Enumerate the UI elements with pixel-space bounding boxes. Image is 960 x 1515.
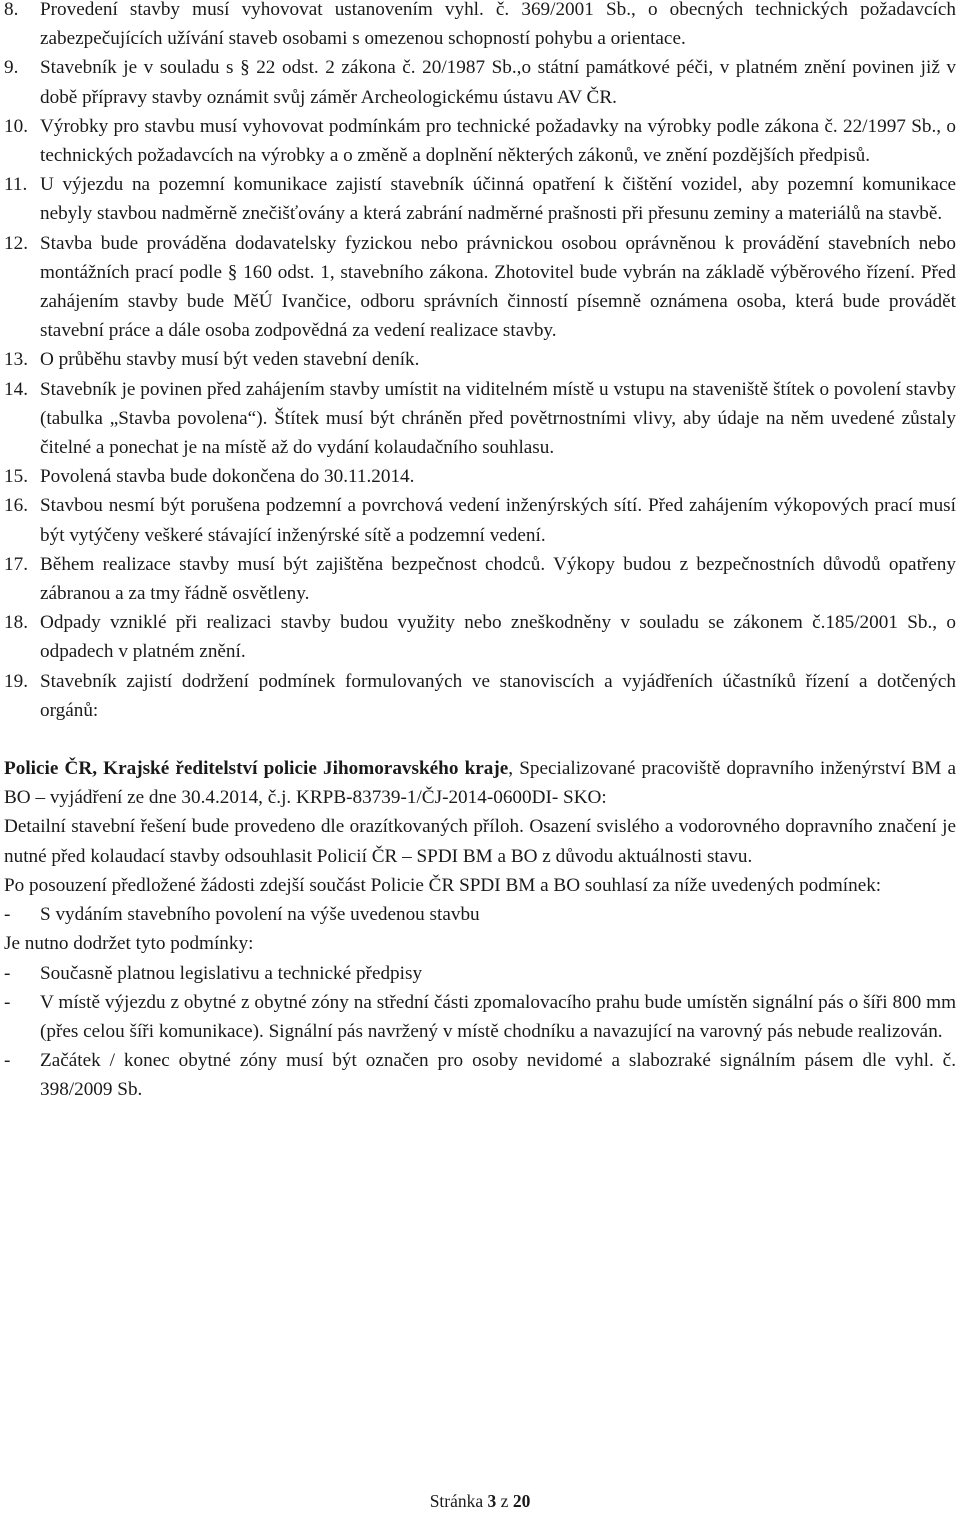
dash-text: Začátek / konec obytné zóny musí být označen pro osoby nevidomé a slabozraké signálním pásem dle vyhl. č. 398/2009 Sb. [40, 1050, 956, 1101]
police-heading-authority: Policie ČR, Krajské ředitelství policie Jihomoravského kraje [4, 758, 509, 780]
condition-item-19 [4, 667, 956, 725]
condition-item-15 [4, 462, 956, 491]
item-number: 8. [4, 0, 19, 20]
page-footer [0, 1491, 960, 1512]
dash-mark: - [4, 904, 11, 926]
item-number: 14. [4, 378, 28, 400]
condition-item-18 [4, 608, 956, 666]
item-number: 17. [4, 553, 28, 575]
item-number: 9. [4, 57, 19, 79]
item-number: 19. [4, 670, 28, 692]
item-number: 12. [4, 232, 28, 254]
dash-item-legislation [4, 959, 956, 988]
item-number: 10. [4, 115, 28, 137]
item-text: Odpady vzniklé při realizaci stavby budou využity nebo zneškodněny v souladu se zákonem č.185/2001 Sb., o odpadech v platném znění. [40, 612, 956, 663]
police-heading [4, 754, 956, 812]
item-number: 16. [4, 495, 28, 517]
condition-item-8 [4, 0, 956, 53]
item-text: Stavebník je povinen před zahájením stavby umístit na viditelném místě u vstupu na staveniště štítek o povolení stavby (tabulka „Stavba povolena“). Štítek musí být chráněn před povětrnostními vlivy, aby údaje na něm uvedené zůstaly čitelné a ponechat je na místě až do vydání kolaudačního souhlasu. [40, 378, 956, 459]
dash-mark: - [4, 991, 11, 1013]
item-text: O průběhu stavby musí být veden stavební deník. [40, 349, 420, 371]
item-text: Stavebník je v souladu s § 22 odst. 2 zákona č. 20/1987 Sb.,o státní památkové péči, v platném znění povinen již v době přípravy stavby oznámit svůj záměr Archeologickému ústavu AV ČR. [40, 57, 956, 108]
police-heading-reference: , Specializované pracoviště dopravního inženýrství BM a BO – vyjádření ze dne 30.4.2014, č.j. KRPB-83739-1/ČJ-2014-0600DI- SKO: [4, 758, 956, 809]
item-text: Stavbou nesmí být porušena podzemní a povrchová vedení inženýrských sítí. Před zahájením výkopových prací musí být vytýčeny veškeré stávající inženýrské sítě a podzemní vedení. [40, 495, 956, 546]
item-number: 11. [4, 174, 28, 196]
police-statement [4, 754, 956, 1104]
dash-mark: - [4, 1050, 11, 1072]
item-text: Stavba bude prováděna dodavatelsky fyzickou nebo právnickou osobou oprávněnou k provádění stavebních nebo montážních prací podle § 160 odst. 1, stavebního zákona. Zhotovitel bude vybrán na základě výběrového řízení. Před zahájením stavby bude MěÚ Ivančice, odboru správních činností písemně oznámena osoba, která bude provádět stavební práce a dále osoba zodpovědná za vedení realizace stavby. [40, 232, 956, 342]
document-page [4, 0, 956, 1105]
conditions-list [4, 0, 956, 725]
condition-item-14 [4, 375, 956, 463]
footer-label: Stránka [429, 1491, 484, 1511]
police-paragraph-3: Je nutno dodržet tyto podmínky: [4, 933, 254, 955]
dash-text: S vydáním stavebního povolení na výše uvedenou stavbu [40, 904, 480, 926]
item-text: Stavebník zajistí dodržení podmínek formulovaných ve stanoviscích a vyjádřeních účastníků řízení a dotčených orgánů: [40, 670, 956, 721]
item-text: U výjezdu na pozemní komunikace zajistí stavebník účinná opatření k čištění vozidel, aby pozemní komunikace nebyly stavbou nadměrně znečišťovány a která zabrání nadměrné prašnosti při přesunu zeminy a materiálů na stavbě. [40, 174, 956, 225]
dash-item-zone-marking [4, 1046, 956, 1104]
dash-text: V místě výjezdu z obytné z obytné zóny na střední části zpomalovacího prahu bude umístěn signální pás o šíři 800 mm (přes celou šíři komunikace). Signální pás navržený v místě chodníku a navazující na varovný pás nebude realizován. [40, 991, 956, 1042]
item-text: Provedení stavby musí vyhovovat ustanovením vyhl. č. 369/2001 Sb., o obecných technických požadavcích zabezpečujících užívání staveb osobami s omezenou schopností pohybu a orientace. [40, 0, 956, 50]
dash-item-approval [4, 900, 956, 929]
condition-item-17 [4, 550, 956, 608]
item-text: Během realizace stavby musí být zajištěna bezpečnost chodců. Výkopy budou z bezpečnostních důvodů opatřeny zábranou a za tmy řádně osvětleny. [40, 553, 956, 605]
item-number: 18. [4, 612, 28, 634]
condition-item-13 [4, 345, 956, 374]
footer-page-number: 3 [487, 1491, 497, 1511]
item-number: 15. [4, 466, 28, 488]
condition-item-16 [4, 491, 956, 549]
item-text: Výrobky pro stavbu musí vyhovovat podmínkám pro technické požadavky na výrobky podle zákona č. 22/1997 Sb., o technických požadavcích na výrobky a o změně a doplnění některých zákonů, ve znění pozdějších předpisů. [40, 115, 956, 167]
police-paragraph-1: Detailní stavební řešení bude provedeno dle orazítkovaných příloh. Osazení svislého a vodorovného dopravního značení je nutné před kolaudací stavby odsouhlasit Policií ČR – SPDI BM a BO z důvodu aktuálnosti stavu. [4, 816, 956, 867]
condition-item-12 [4, 229, 956, 346]
condition-item-11 [4, 170, 956, 228]
dash-text: Současně platnou legislativu a technické předpisy [40, 962, 423, 984]
footer-of: z [500, 1491, 509, 1511]
dash-mark: - [4, 962, 11, 984]
footer-total-pages: 20 [512, 1491, 531, 1511]
dash-item-signal-strip [4, 988, 956, 1046]
condition-item-9 [4, 53, 956, 111]
item-number: 13. [4, 349, 28, 371]
police-paragraph-2: Po posouzení předložené žádosti zdejší součást Policie ČR SPDI BM a BO souhlasí za níže uvedených podmínek: [4, 874, 882, 896]
item-text: Povolená stavba bude dokončena do 30.11.2014. [40, 466, 415, 488]
condition-item-10 [4, 112, 956, 170]
